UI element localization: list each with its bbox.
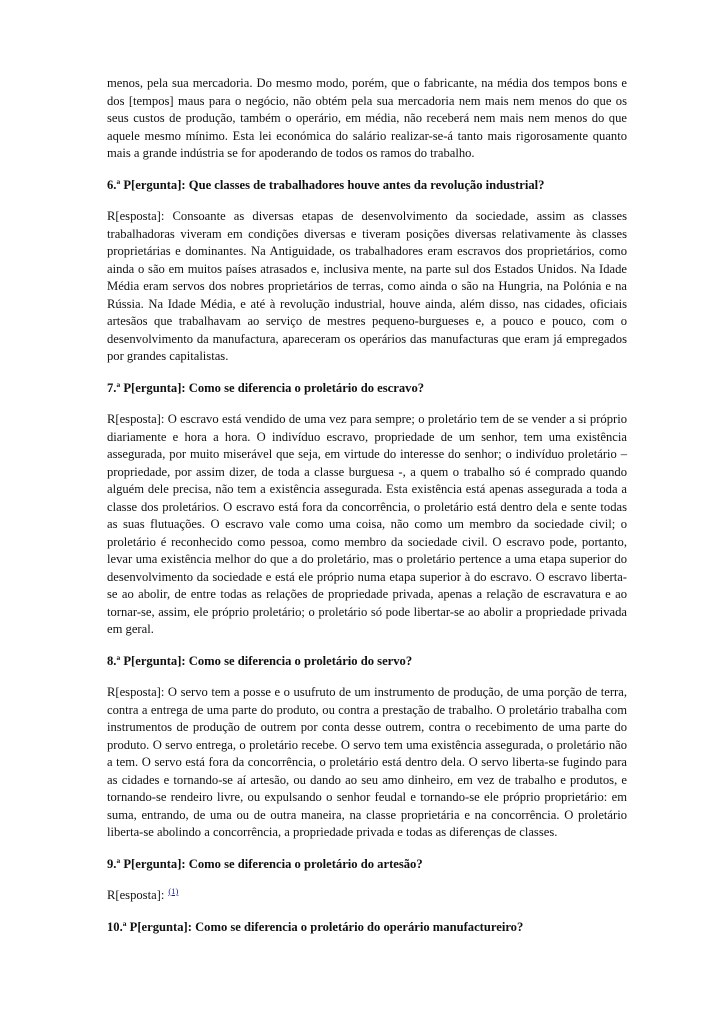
answer-6: R[esposta]: Consoante as diversas etapas de desenvolvimento da sociedade, assim as classes trabalhadoras viveram em condições diversas e tiveram posições diversas relativamente às classes proprietárias e dominantes. Na Antiguidade, os trabalhadores eram escravos dos proprietários, como ainda o são em muitos países atrasados e, inclusiva mente, na parte sul dos Estados Unidos. Na Idade Média eram servos dos nobres proprietários de terras, como ainda o são na Hungria, na Polónia e na Rússia. Na Idade Média, e até à revolução industrial, houve ainda, além disso, nas cidades, oficiais artesãos que trabalhavam ao serviço de mestres pequeno-burgueses e, a pouco e pouco, com o desenvolvimento da manufactura, apareceram os operários das manufacturas que eram já empregados por grandes capitalistas. (107, 209, 627, 363)
document-page (107, 75, 627, 950)
answer-7: R[esposta]: O escravo está vendido de uma vez para sempre; o proletário tem de se vender a si próprio diariamente e hora a hora. O indivíduo escravo, propriedade de um senhor, tem uma existência assegurada, por muito miserável que seja, em virtude do interesse do senhor; o indivíduo proletário – propriedade, por assim dizer, de toda a classe burguesa -, a quem o trabalho só é comprado quando alguém dele precisa, não tem a existência assegurada. Esta existência está apenas assegurada a toda a classe dos proletários. O escravo está fora da concorrência, o proletário está dentro dela e sente todas as suas flutuações. O escravo vale como uma coisa, não como um membro da sociedade civil; o proletário é reconhecido como pessoa, como membro da sociedade civil. O escravo pode, portanto, levar uma existência melhor do que a do proletário, mas o proletário pertence a uma etapa superior do desenvolvimento da sociedade e está ele próprio numa etapa superior à do escravo. O escravo liberta-se ao abolir, de entre todas as relações de propriedade privada, apenas a relação de escravatura e ao tornar-se, assim, ele próprio proletário; o proletário só pode libertar-se ao abolir a propriedade privada em geral. (107, 412, 627, 636)
footnote-link[interactable]: (1) (168, 885, 179, 896)
answer-8: R[esposta]: O servo tem a posse e o usufruto de um instrumento de produção, de uma porção de terra, contra a entrega de uma parte do produto, ou contra a prestação de trabalho. O proletário trabalha com instrumentos de produção de outrem por conta desse outrem, contra o recebimento de uma parte do produto. O servo entrega, o proletário recebe. O servo tem uma existência assegurada, o proletário não a tem. O servo está fora da concorrência, o proletário está dentro dela. O servo liberta-se fugindo para as cidades e tornando-se aí artesão, ou dando ao seu amo dinheiro, em vez de trabalho e produtos, e tornando-se rendeiro livre, ou expulsando o senhor feudal e tornando-se ele próprio proprietário: em suma, entrando, de uma ou de outra maneira, na classe proprietária e na concorrência. O proletário liberta-se abolindo a concorrência, a propriedade privada e todas as diferenças de classes. (107, 685, 627, 839)
paragraph-intro: menos, pela sua mercadoria. Do mesmo modo, porém, que o fabricante, na média dos tempos bons e dos [tempos] maus para o negócio, não obtém pela sua mercadoria nem mais nem menos do que os seus custos de produção, também o operário, em média, não receberá nem mais nem menos do que aquele mesmo mínimo. Esta lei económica do salário realizar-se-á tanto mais rigorosamente quanto mais a grande indústria se for apoderando de todos os ramos do trabalho. (107, 76, 627, 160)
question-7: 7.ª P[ergunta]: Como se diferencia o proletário do escravo? (107, 380, 425, 395)
question-10: 10.ª P[ergunta]: Como se diferencia o proletário do operário manufactureiro? (107, 919, 524, 934)
question-6: 6.ª P[ergunta]: Que classes de trabalhadores houve antes da revolução industrial? (107, 177, 545, 192)
answer-9 (107, 887, 627, 905)
answer-9-label: R[esposta]: (107, 888, 165, 902)
question-8: 8.ª P[ergunta]: Como se diferencia o proletário do servo? (107, 653, 413, 668)
question-9: 9.ª P[ergunta]: Como se diferencia o proletário do artesão? (107, 856, 423, 871)
